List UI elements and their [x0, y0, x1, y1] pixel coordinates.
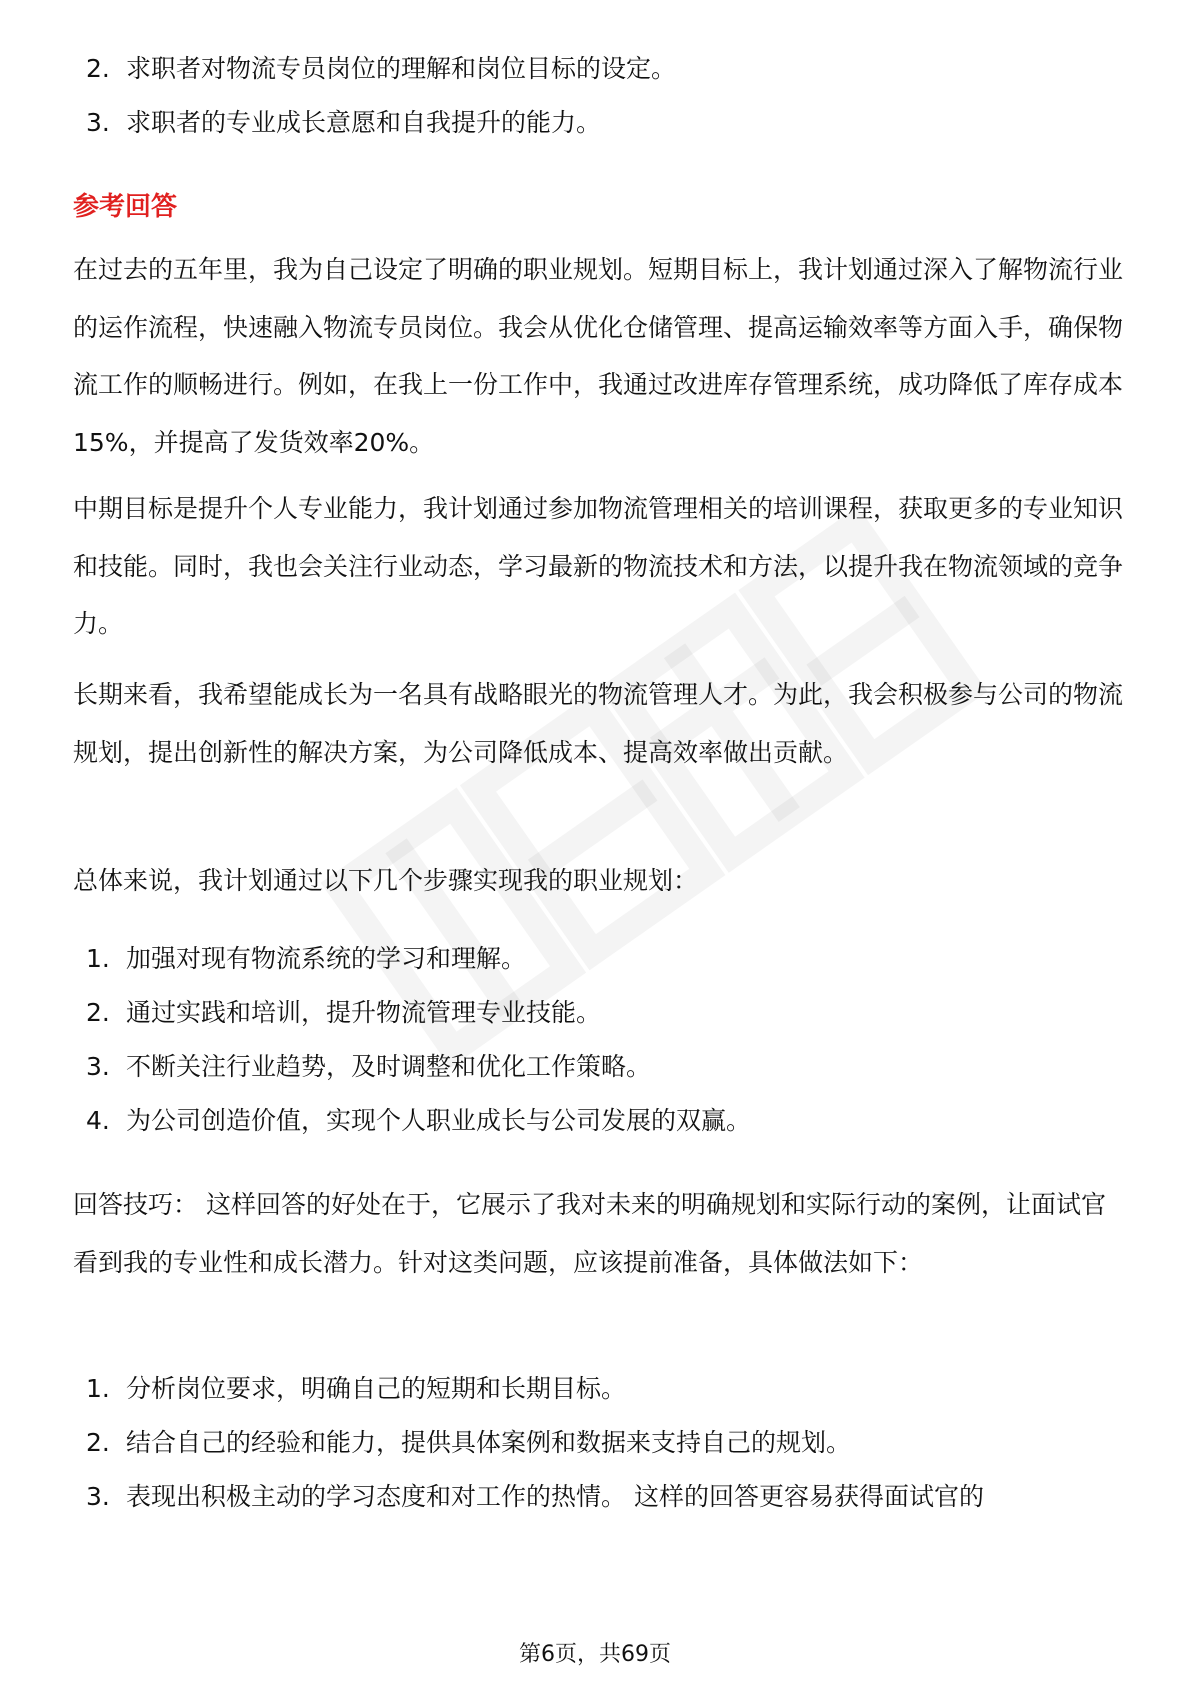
intro-list-item [86, 53, 1116, 85]
steps-list-item [86, 1105, 1116, 1137]
intro-list-item [86, 107, 1116, 139]
tips-list-item [86, 1427, 1116, 1459]
list-item-text: 加强对现有物流系统的学习和理解。 [126, 944, 527, 973]
list-number: 1. [86, 1374, 110, 1403]
steps-list-item [86, 943, 1116, 975]
paragraph-long-term: 长期来看，我希望能成长为一名具有战略眼光的物流管理人才。为此，我会积极参与公司的物流规划，提出创新性的解决方案，为公司降低成本、提高效率做出贡献。 [73, 680, 1124, 767]
tips-list-item [86, 1373, 1116, 1405]
tips-list-item [86, 1481, 1116, 1513]
list-item-text: 为公司创造价值，实现个人职业成长与公司发展的双赢。 [126, 1106, 752, 1135]
list-number: 3. [86, 1482, 110, 1511]
list-number: 3. [86, 108, 110, 137]
list-item-text: 通过实践和培训，提升物流管理专业技能。 [126, 998, 602, 1027]
list-number: 1. [86, 944, 110, 973]
list-number: 4. [86, 1106, 110, 1135]
paragraph-mid-term: 中期目标是提升个人专业能力，我计划通过参加物流管理相关的培训课程，获取更多的专业知识和技能。同时，我也会关注行业动态，学习最新的物流技术和方法，以提升我在物流领域的竞争力。 [73, 494, 1124, 638]
paragraph-summary: 总体来说，我计划通过以下几个步骤实现我的职业规划： [73, 866, 699, 895]
steps-list-item [86, 1051, 1116, 1083]
section-heading: 参考回答 [73, 192, 178, 222]
list-item-text: 求职者对物流专员岗位的理解和岗位目标的设定。 [126, 54, 677, 83]
steps-list-item [86, 997, 1116, 1029]
list-number: 2. [86, 1428, 110, 1457]
list-number: 2. [86, 54, 110, 83]
list-item-text: 求职者的专业成长意愿和自我提升的能力。 [126, 108, 602, 137]
list-number: 3. [86, 1052, 110, 1081]
paragraph-answer-tips: 回答技巧： 这样回答的好处在于，它展示了我对未来的明确规划和实际行动的案例，让面试官看到我的专业性和成长潜力。针对这类问题，应该提前准备，具体做法如下： [73, 1190, 1106, 1277]
page-footer: 第6页，共69页 [519, 1642, 671, 1667]
list-item-text: 分析岗位要求，明确自己的短期和长期目标。 [126, 1374, 627, 1403]
paragraph-short-term: 在过去的五年里，我为自己设定了明确的职业规划。短期目标上，我计划通过深入了解物流行业的运作流程，快速融入物流专员岗位。我会从优化仓储管理、提高运输效率等方面入手，确保物流工作的顺畅进行。例如，在我上一份工作中，我通过改进库存管理系统，成功降低了库存成本15%，并提高了发货效率20%。 [73, 255, 1124, 457]
list-item-text: 不断关注行业趋势，及时调整和优化工作策略。 [126, 1052, 652, 1081]
list-item-text: 表现出积极主动的学习态度和对工作的热情。 这样的回答更容易获得面试官的 [126, 1482, 984, 1511]
list-item-text: 结合自己的经验和能力，提供具体案例和数据来支持自己的规划。 [126, 1428, 852, 1457]
list-number: 2. [86, 998, 110, 1027]
